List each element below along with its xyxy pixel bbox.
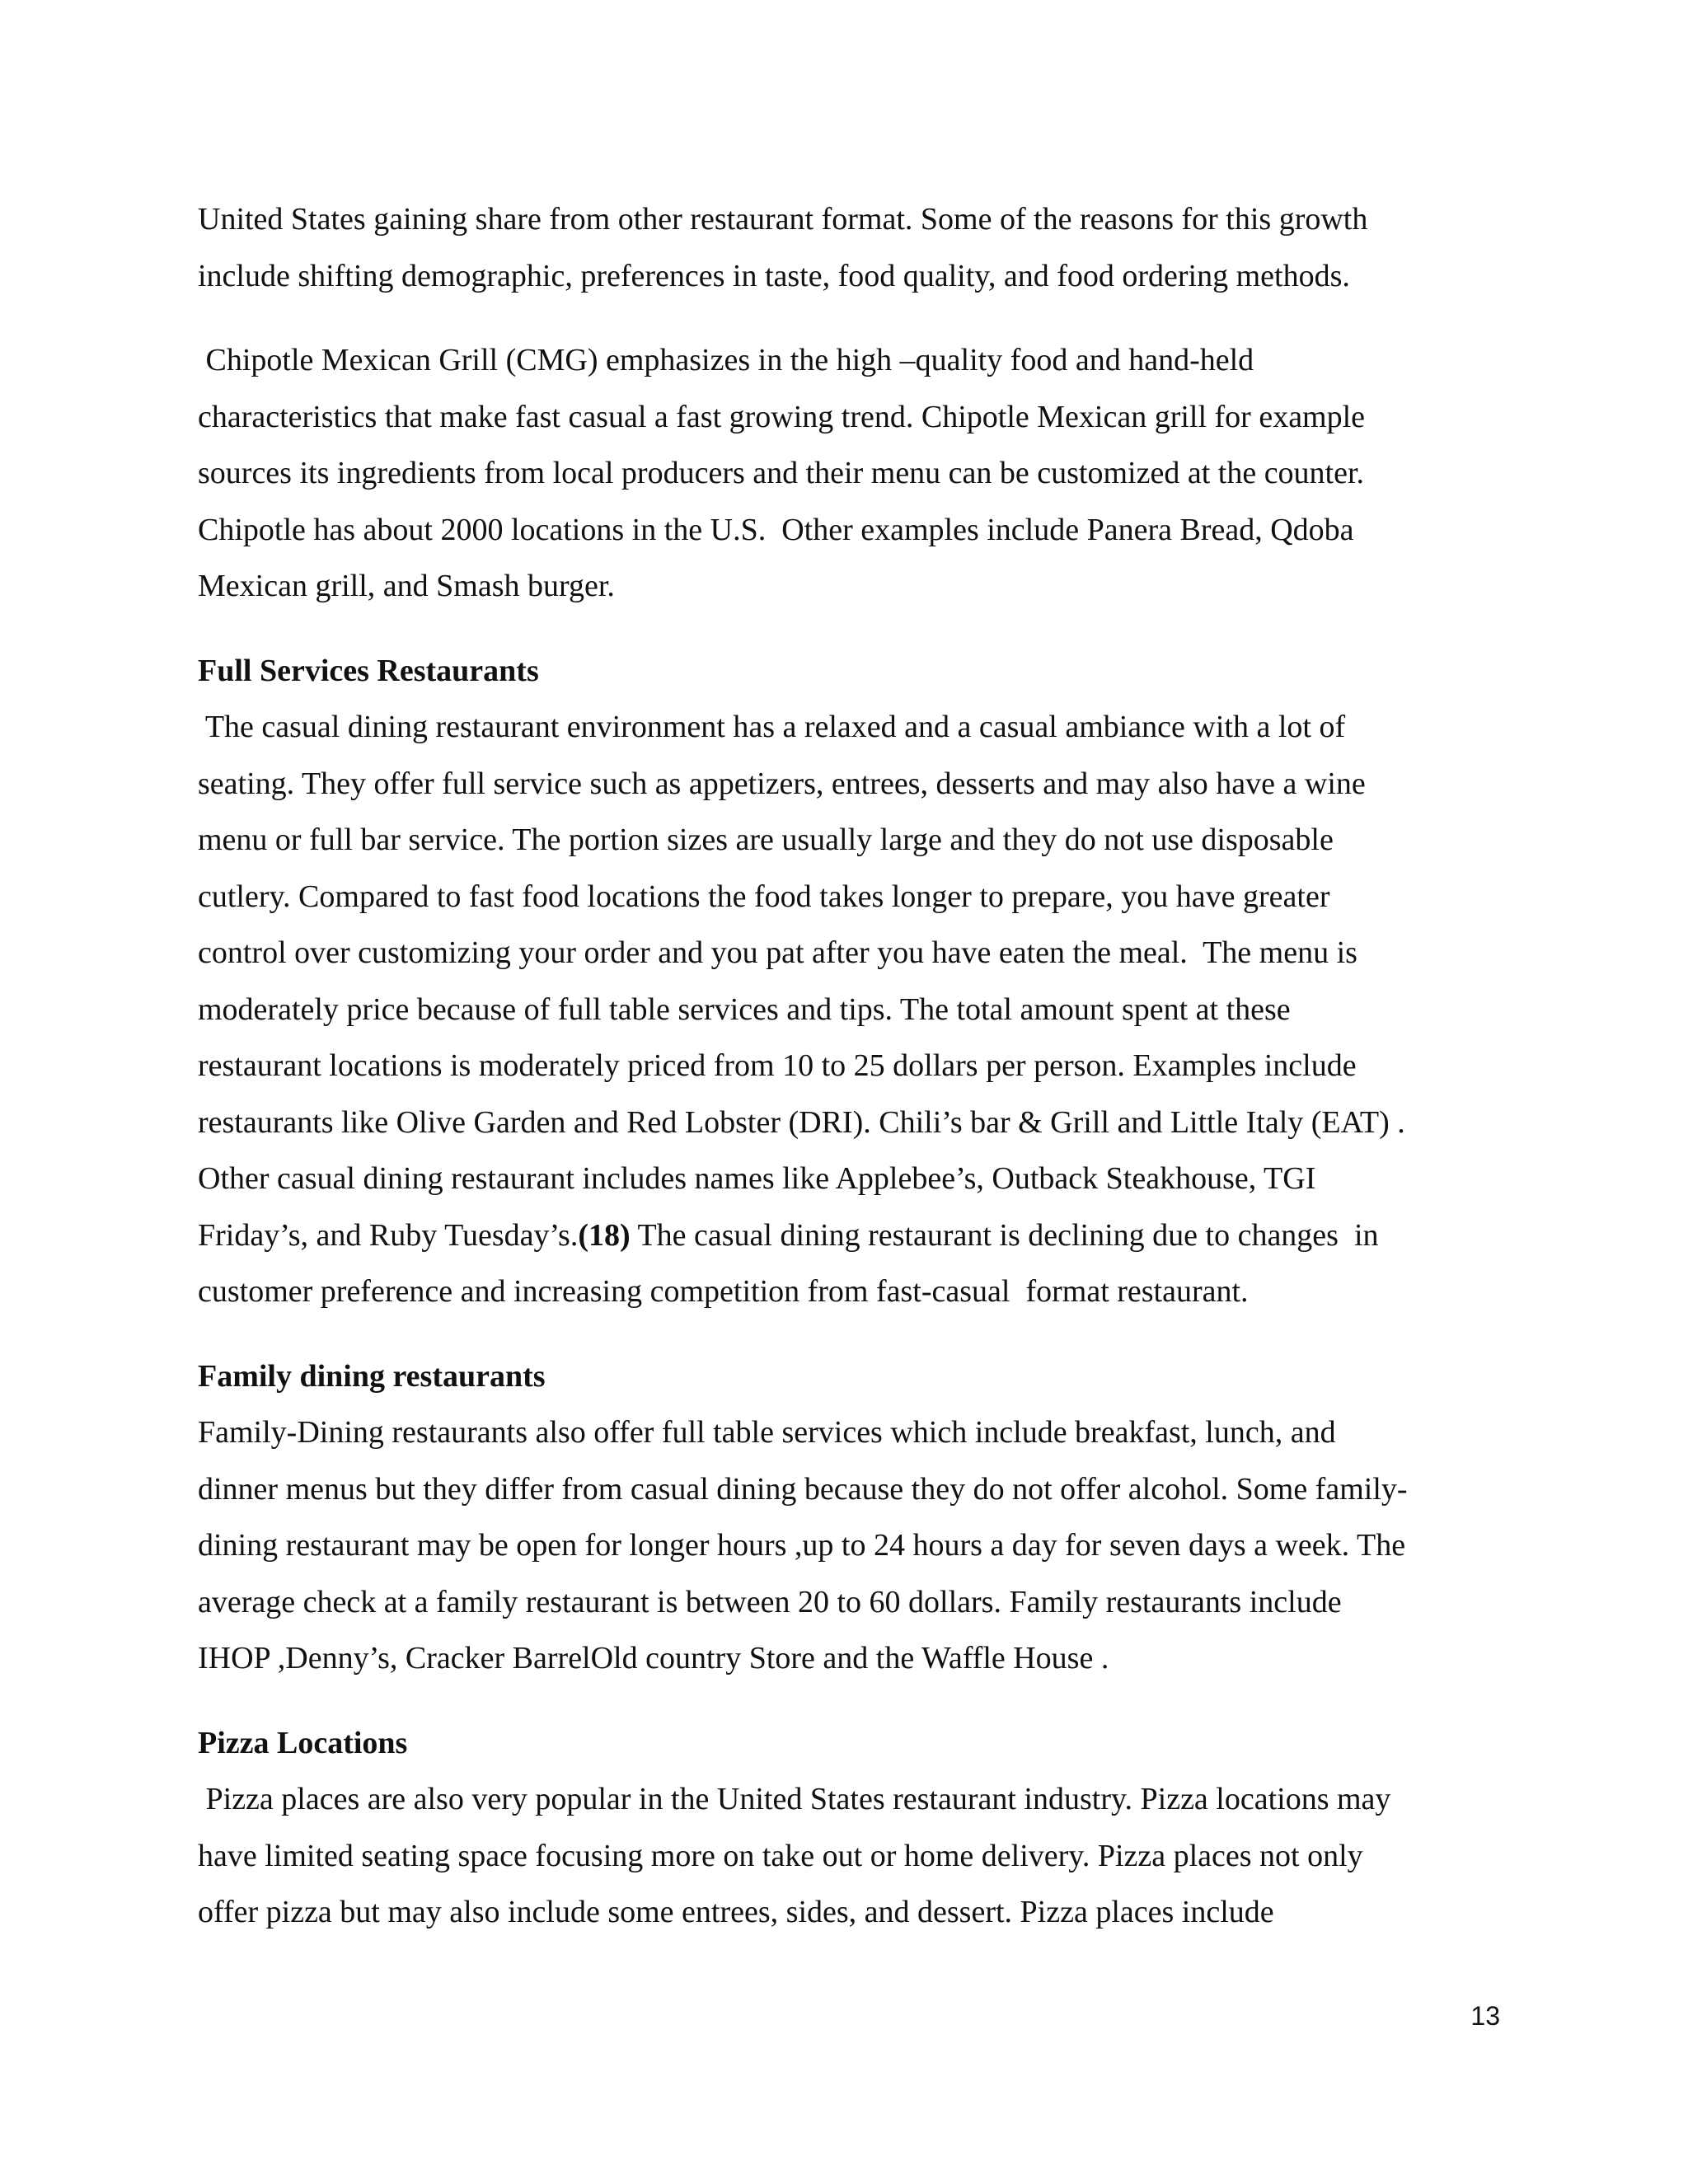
paragraph xyxy=(198,1404,1500,1687)
section-heading: Family dining restaurants xyxy=(198,1358,546,1394)
text-line: restaurant locations is moderately priced from 10 to 25 dollars per person. Examples include xyxy=(198,1048,1357,1083)
text-line: control over customizing your order and you pat after you have eaten the meal. The menu is xyxy=(198,935,1357,970)
section-heading: Pizza Locations xyxy=(198,1725,408,1760)
paragraph xyxy=(198,699,1500,1320)
text-line: customer preference and increasing competition from fast-casual format restaurant. xyxy=(198,1274,1249,1309)
section-heading: Full Services Restaurants xyxy=(198,653,539,688)
block-gap xyxy=(198,1320,1500,1348)
text-line: characteristics that make fast casual a fast growing trend. Chipotle Mexican grill for example xyxy=(198,399,1366,434)
text-line: include shifting demographic, preferences in taste, food quality, and food ordering methods. xyxy=(198,258,1350,293)
text-line: offer pizza but may also include some entrees, sides, and dessert. Pizza places include xyxy=(198,1895,1274,1929)
text-line: sources its ingredients from local producers and their menu can be customized at the counter. xyxy=(198,456,1365,490)
text-line: Chipotle has about 2000 locations in the U.S. Other examples include Panera Bread, Qdoba xyxy=(198,512,1354,547)
text-line: Chipotle Mexican Grill (CMG) emphasizes in the high –quality food and hand-held xyxy=(198,343,1254,377)
text-line: seating. They offer full service such as appetizers, entrees, desserts and may also have a wine xyxy=(198,766,1366,801)
text-line: The casual dining restaurant environment has a relaxed and a casual ambiance with a lot of xyxy=(198,710,1346,744)
text-line: Pizza places are also very popular in the United States restaurant industry. Pizza locations may xyxy=(198,1782,1391,1816)
text-line: dinner menus but they differ from casual dining because they do not offer alcohol. Some family- xyxy=(198,1471,1408,1507)
citation-marker: (18) xyxy=(578,1217,631,1253)
paragraph xyxy=(198,191,1500,304)
text-line: dining restaurant may be open for longer hours ,up to 24 hours a day for seven days a week. The xyxy=(198,1528,1406,1563)
text-line: cutlery. Compared to fast food locations the food takes longer to prepare, you have greater xyxy=(198,879,1330,914)
paragraph xyxy=(198,1771,1500,1941)
text-line: IHOP ,Denny’s, Cracker BarrelOld country Store and the Waffle House . xyxy=(198,1641,1109,1675)
text-line: Family-Dining restaurants also offer full table services which include breakfast, lunch, and xyxy=(198,1415,1336,1450)
text-line: restaurants like Olive Garden and Red Lobster (DRI). Chili’s bar & Grill and Little Italy (EAT) . xyxy=(198,1104,1405,1140)
text-line: United States gaining share from other restaurant format. Some of the reasons for this growth xyxy=(198,202,1368,237)
document-page xyxy=(198,191,1500,1941)
paragraph xyxy=(198,332,1500,615)
text-line: average check at a family restaurant is between 20 to 60 dollars. Family restaurants include xyxy=(198,1584,1342,1619)
block-gap xyxy=(198,1687,1500,1715)
page-number: 13 xyxy=(1470,2001,1500,2031)
text-line: Mexican grill, and Smash burger. xyxy=(198,569,615,603)
block-gap xyxy=(198,304,1500,332)
text-line: Other casual dining restaurant includes names like Applebee’s, Outback Steakhouse, TGI xyxy=(198,1161,1316,1196)
block-gap xyxy=(198,615,1500,643)
text-line: moderately price because of full table services and tips. The total amount spent at these xyxy=(198,991,1291,1027)
text-line: menu or full bar service. The portion sizes are usually large and they do not use disposable xyxy=(198,823,1334,857)
text-line: have limited seating space focusing more on take out or home delivery. Pizza places not only xyxy=(198,1838,1363,1873)
text-line: Friday’s, and Ruby Tuesday’s.(18) The casual dining restaurant is declining due to changes in xyxy=(198,1217,1379,1253)
